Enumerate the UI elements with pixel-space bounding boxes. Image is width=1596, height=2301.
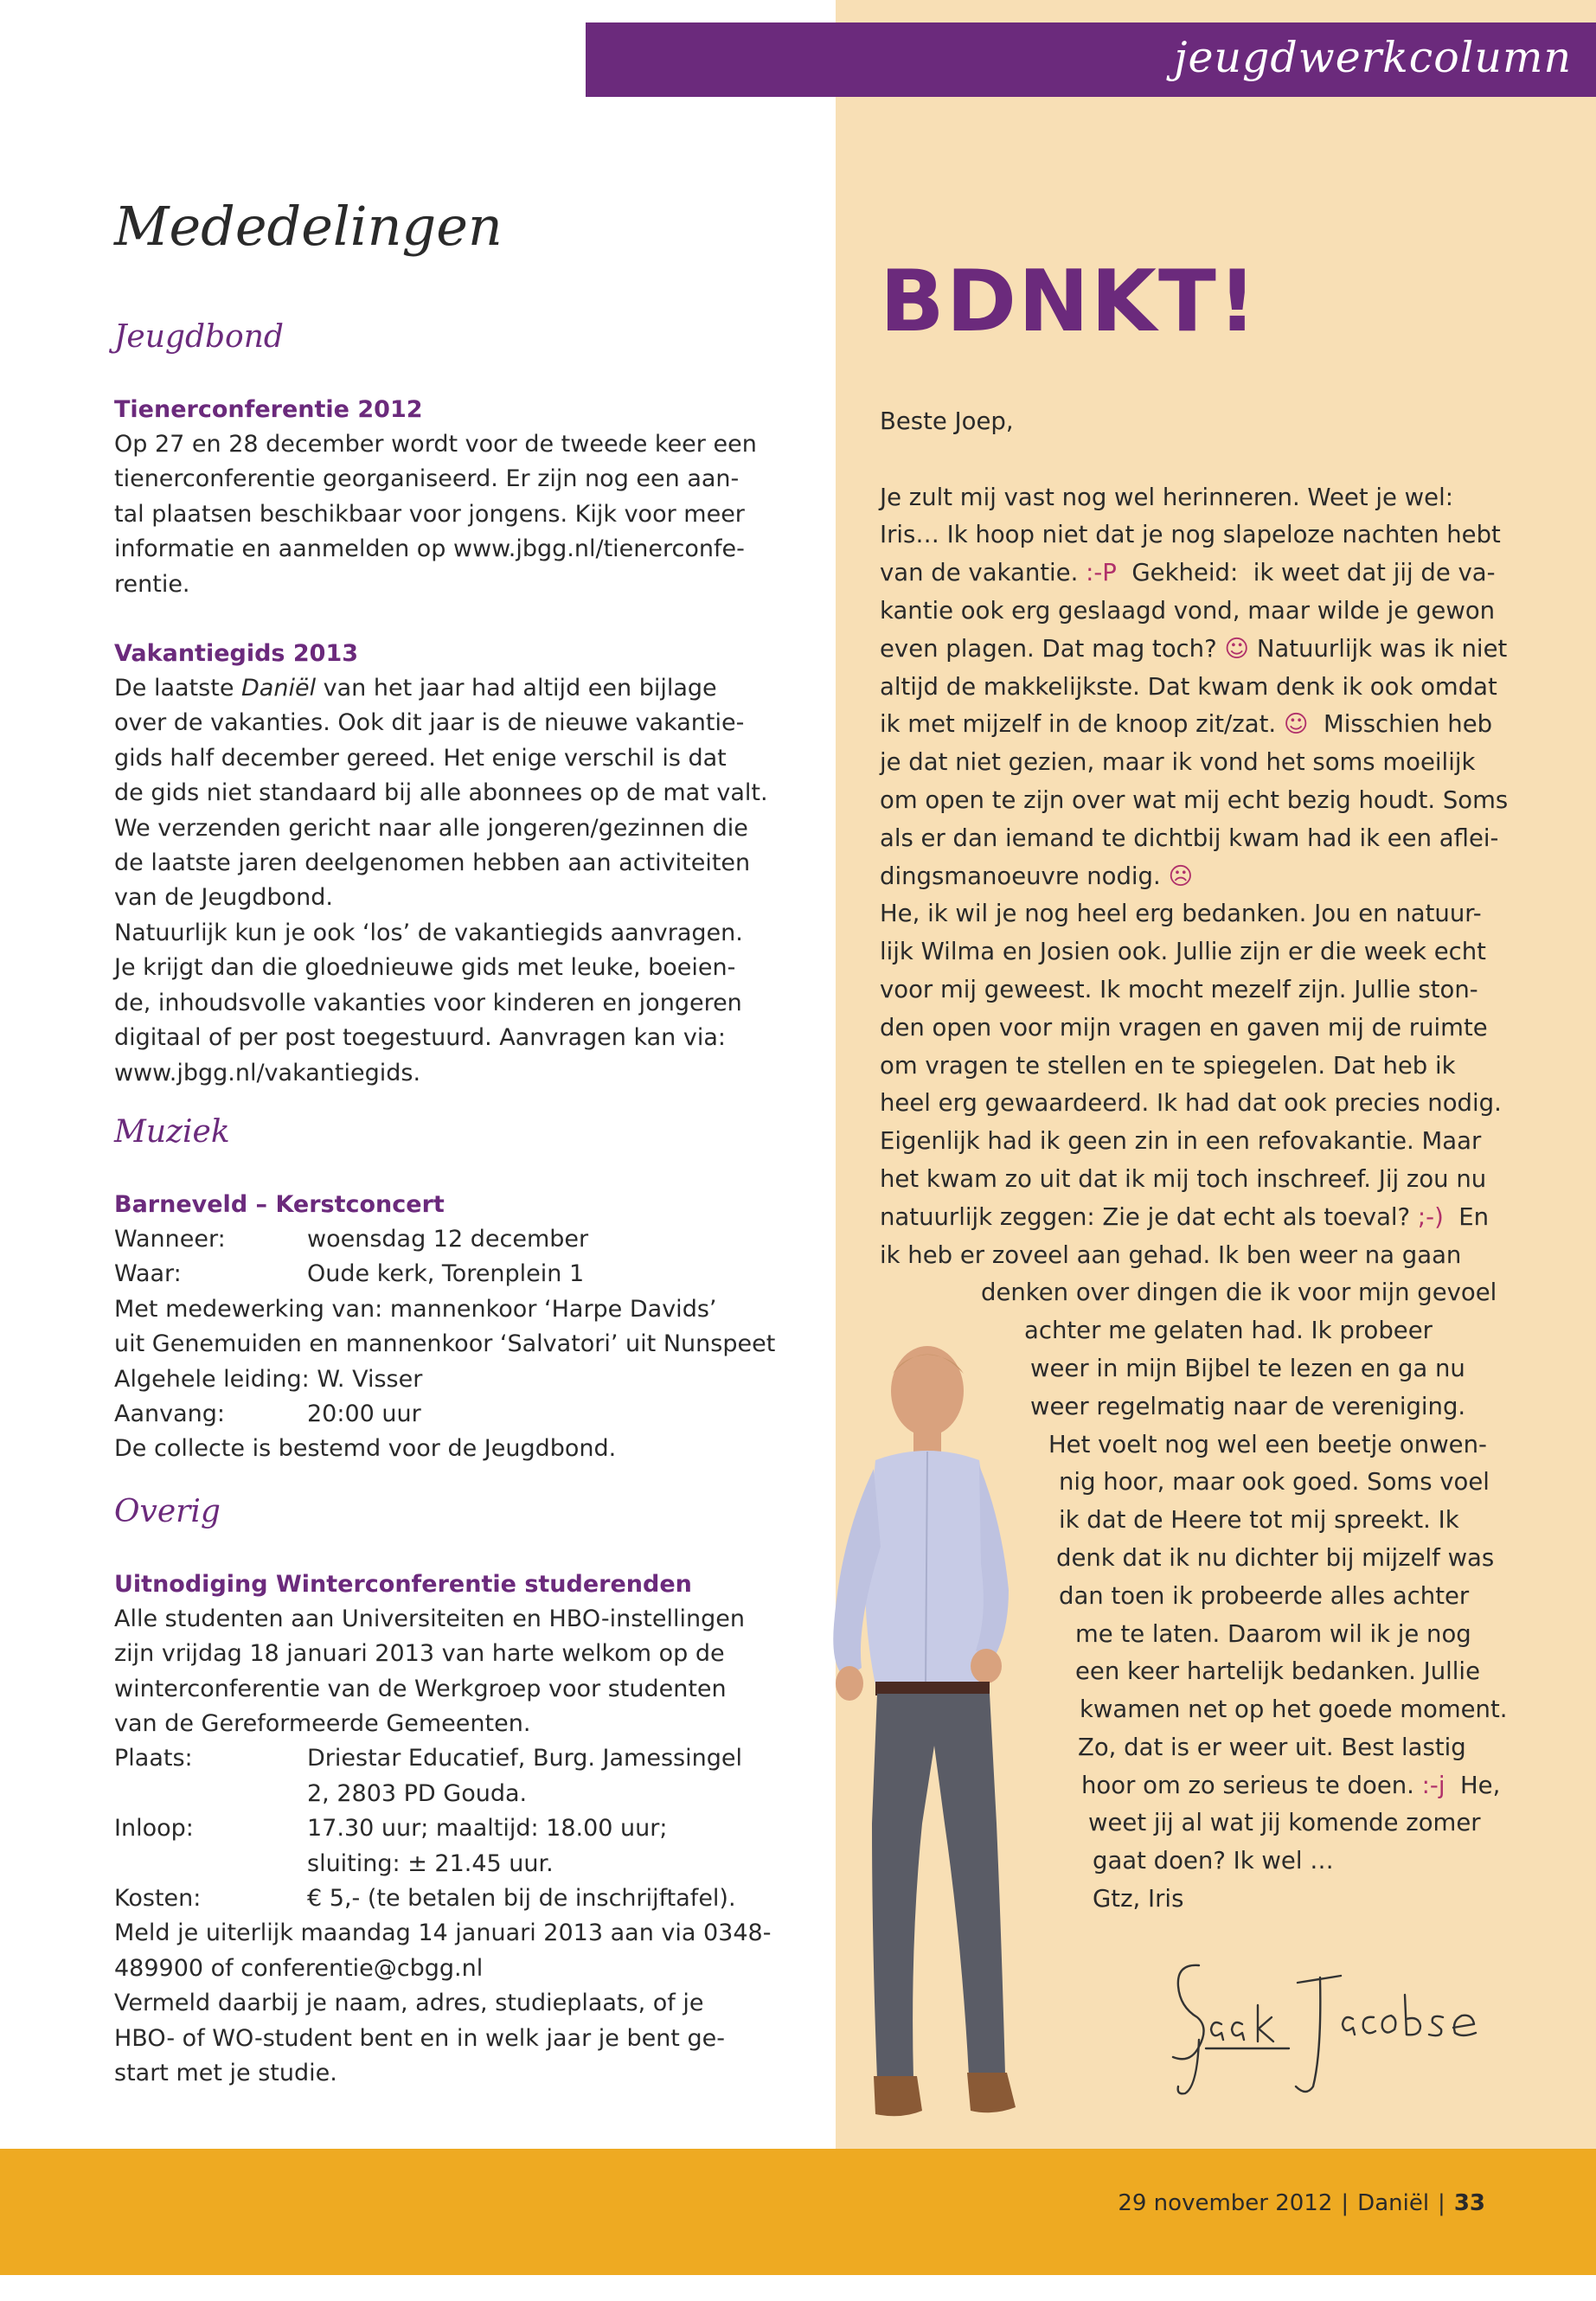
item-text: Op 27 en 28 december wordt voor de tweede keer een tienerconferentie georganiseerd. Er zijn nog een aan- tal plaatsen beschikbaar voor jongens. Kijk voor meer informatie en aanmelden op www.jbgg.nl/tienerconfe- rentie. xyxy=(114,431,757,598)
detail-value: € 5,- (te betalen bij de inschrijftafel). xyxy=(307,1885,736,1912)
emoticon: ☹ xyxy=(1168,862,1194,890)
detail-row-waar xyxy=(114,1257,780,1292)
letter-title: BDNKT! xyxy=(880,253,1259,351)
letter-text: Misschien heb xyxy=(1308,710,1493,739)
letter-text: gaat doen? Ik wel … xyxy=(1093,1847,1334,1875)
section-heading-muziek: Muziek xyxy=(114,1113,230,1150)
detail-label: Kosten: xyxy=(114,1885,202,1912)
detail-value: Oude kerk, Torenplein 1 xyxy=(307,1260,585,1288)
letter-text: dan toen ik probeerde alles achter xyxy=(1059,1581,1470,1610)
letter-line xyxy=(880,669,1554,707)
letter-text: nig hoor, maar ook goed. Soms voel xyxy=(1059,1468,1490,1497)
issue-date: 29 november 2012 xyxy=(1118,2190,1333,2216)
letter-text: van de vakantie. xyxy=(880,559,1086,587)
section-heading-jeugdbond: Jeugdbond xyxy=(114,319,284,355)
emoticon: :-j xyxy=(1421,1771,1445,1799)
emoticon: ;-) xyxy=(1417,1202,1444,1231)
item-text: De collecte is bestemd voor de Jeugdbond. xyxy=(114,1435,617,1463)
letter-text: Iris… Ik hoop niet dat je nog slapeloze nachten hebt xyxy=(880,521,1501,549)
letter-line xyxy=(880,1237,1554,1275)
letter-text: het kwam zo uit dat ik mij toch inschreef. Jij zou nu xyxy=(880,1164,1487,1193)
item-title: Tienerconferentie 2012 xyxy=(114,396,423,423)
letter-text: Je zult mij vast nog wel herinneren. Weet je wel: xyxy=(880,483,1453,511)
detail-row-wanneer xyxy=(114,1222,780,1257)
letter-line xyxy=(880,1009,1554,1048)
detail-label: Wanneer: xyxy=(114,1225,226,1253)
emoticon: :-P xyxy=(1086,559,1117,587)
detail-value: 17.30 uur; maaltijd: 18.00 uur; sluiting: ± 21.45 uur. xyxy=(307,1815,668,1877)
emoticon: ☺ xyxy=(1283,710,1309,739)
section-heading-overig: Overig xyxy=(114,1493,221,1529)
magazine-name: Daniël xyxy=(241,675,317,702)
item-title: Vakantiegids 2013 xyxy=(114,640,359,668)
letter-text: denk dat ik nu dichter bij mijzelf was xyxy=(1056,1543,1495,1572)
page-title: Mededelingen xyxy=(114,195,503,258)
text-part: van het jaar had altijd een bijlage over de vakanties. Ook dit jaar is de nieuwe vakantie- gids half december gereed. Het enige verschil is dat de gids niet standaard bij alle abonnees op de mat valt. We verzenden gericht naar alle jongeren/gezinnen die de laatste jaren deelgenomen hebben aan activiteiten van de Jeugdbond. Natuurlijk kun je ook ‘los’ de vakantiegids aanvragen. Je krijgt dan die gloednieuwe gids met leuke, boeien- de, inhoudsvolle vakanties voor kinderen en jongeren digitaal of per post toegestuurd. Aanvragen kan via: www.jbgg.nl/vakantiegids. xyxy=(114,675,768,1086)
letter-text: Gtz, Iris xyxy=(1093,1885,1184,1913)
letter-line xyxy=(880,971,1554,1009)
letter-text: achter me gelaten had. Ik probeer xyxy=(1024,1317,1433,1345)
detail-value: Driestar Educatief, Burg. Jamessingel 2, 2803 PD Gouda. xyxy=(307,1745,742,1807)
letter-text: weet jij al wat jij komende zomer xyxy=(1088,1809,1481,1837)
item-text: Met medewerking van: mannenkoor ‘Harpe Davids’ uit Genemuiden en mannenkoor ‘Salvatori’ uit Nunspeet Algehele leiding: W. Visser xyxy=(114,1295,776,1393)
letter-line xyxy=(880,820,1554,858)
letter-text: weer regelmatig naar de vereniging. xyxy=(1030,1392,1466,1420)
detail-label: Inloop: xyxy=(114,1815,194,1843)
detail-label: Waar: xyxy=(114,1260,182,1288)
detail-value: 20:00 uur xyxy=(307,1400,421,1427)
letter-line xyxy=(880,479,1554,517)
letter-text: Eigenlijk had ik geen zin in een refovakantie. Maar xyxy=(880,1127,1482,1156)
letter-text: een keer hartelijk bedanken. Jullie xyxy=(1075,1657,1480,1686)
detail-row-kosten xyxy=(114,1881,780,1916)
letter-line xyxy=(880,744,1554,782)
page-number: 33 xyxy=(1453,2190,1485,2216)
letter-text: En xyxy=(1443,1202,1490,1231)
letter-text: He, xyxy=(1445,1771,1501,1799)
item-winterconferentie xyxy=(114,1567,780,2092)
item-kerstconcert xyxy=(114,1188,780,1467)
footer-separator: | xyxy=(1438,2190,1445,2216)
item-text: Alle studenten aan Universiteiten en HBO-instellingen zijn vrijdag 18 januari 2013 van harte welkom op de winterconferentie van de Werkgroep voor studenten van de Gereformeerde Gemeenten. xyxy=(114,1605,745,1737)
letter-greeting: Beste Joep, xyxy=(880,407,1014,435)
letter-text: He, ik wil je nog heel erg bedanken. Jou en natuur- xyxy=(880,900,1482,928)
letter-line xyxy=(880,1274,1554,1312)
item-tienerconferentie xyxy=(114,393,780,602)
letter-text: je dat niet gezien, maar ik vond het soms moeilijk xyxy=(880,748,1476,777)
letter-text: natuurlijk zeggen: Zie je dat echt als toeval? xyxy=(880,1202,1418,1231)
letter-text: den open voor mijn vragen en gaven mij de ruimte xyxy=(880,1013,1488,1042)
letter-line xyxy=(880,895,1554,933)
letter-text: Natuurlijk was ik niet xyxy=(1249,634,1508,663)
letter-text: ik met mijzelf in de knoop zit/zat. xyxy=(880,710,1284,739)
letter-text: dingsmanoeuvre nodig. xyxy=(880,862,1169,890)
column-header-bar xyxy=(586,22,1596,97)
letter-text: ik dat de Heere tot mij spreekt. Ik xyxy=(1059,1506,1459,1535)
detail-row-plaats xyxy=(114,1741,780,1811)
letter-line xyxy=(880,1161,1554,1199)
letter-text: heel erg gewaardeerd. Ik had dat ook precies nodig. xyxy=(880,1089,1502,1118)
letter-text: kwamen net op het goede moment. xyxy=(1080,1695,1508,1724)
item-text xyxy=(114,671,780,1091)
letter-text: voor mij geweest. Ik mocht mezelf zijn. Jullie ston- xyxy=(880,975,1478,1003)
letter-text: weer in mijn Bijbel te lezen en ga nu xyxy=(1030,1354,1465,1382)
footer-bar xyxy=(0,2149,1596,2275)
announcements-column xyxy=(114,195,780,2125)
detail-value: woensdag 12 december xyxy=(307,1225,589,1253)
footer-text xyxy=(1118,2190,1485,2216)
footer-separator: | xyxy=(1341,2190,1349,2216)
magazine-name: Daniël xyxy=(1357,2190,1430,2216)
person-photo xyxy=(824,1339,1100,2126)
letter-text: lijk Wilma en Josien ook. Jullie zijn er die week echt xyxy=(880,938,1486,966)
letter-text: Gekheid: ik weet dat jij de va- xyxy=(1116,559,1496,587)
column-label: jeugdwerkcolumn xyxy=(1174,33,1572,82)
letter-text: als er dan iemand te dichtbij kwam had ik een aflei- xyxy=(880,824,1499,852)
detail-label: Plaats: xyxy=(114,1745,193,1772)
item-vakantiegids xyxy=(114,637,780,1091)
letter-spacer xyxy=(880,441,1554,479)
detail-row-aanvang xyxy=(114,1397,780,1432)
letter-text: even plagen. Dat mag toch? xyxy=(880,634,1225,663)
item-text: Meld je uiterlijk maandag 14 januari 2013 aan via 0348- 489900 of conferentie@cbgg.nl Vermeld daarbij je naam, adres, studieplaats, of je HBO- of WO-student bent en in welk jaar je bent ge- start met je studie. xyxy=(114,1920,772,2087)
item-title: Uitnodiging Winterconferentie studerenden xyxy=(114,1570,692,1598)
letter-text: kantie ook erg geslaagd vond, maar wilde je gewon xyxy=(880,596,1496,625)
letter-text: Zo, dat is er weer uit. Best lastig xyxy=(1078,1733,1466,1761)
letter-text: om open te zijn over wat mij echt bezig houdt. Soms xyxy=(880,785,1509,814)
letter-line xyxy=(880,858,1554,896)
text-part: De laatste xyxy=(114,675,242,702)
letter-text: me te laten. Daarom wil ik je nog xyxy=(1075,1619,1471,1648)
signature xyxy=(1168,1957,1505,2104)
letter-text: ik heb er zoveel aan gehad. Ik ben weer na gaan xyxy=(880,1240,1462,1269)
letter-line xyxy=(880,593,1554,631)
item-title: Barneveld – Kerstconcert xyxy=(114,1190,445,1218)
detail-label: Aanvang: xyxy=(114,1400,225,1427)
letter-text: altijd de makkelijkste. Dat kwam denk ik ook omdat xyxy=(880,672,1497,701)
letter-line xyxy=(880,1048,1554,1086)
letter-line xyxy=(880,782,1554,820)
letter-line xyxy=(880,1085,1554,1123)
letter-line xyxy=(880,1123,1554,1161)
letter-text: Het voelt nog wel een beetje onwen- xyxy=(1048,1430,1487,1458)
letter-text: hoor om zo serieus te doen. xyxy=(1081,1771,1422,1799)
letter-line xyxy=(880,1199,1554,1237)
detail-row-inloop xyxy=(114,1811,780,1881)
emoticon: ☺ xyxy=(1224,634,1250,663)
letter-line xyxy=(880,933,1554,971)
letter-line xyxy=(880,706,1554,744)
letter-line xyxy=(880,554,1554,593)
letter-text: denken over dingen die ik voor mijn gevoel xyxy=(981,1279,1497,1307)
letter-text: om vragen te stellen en te spiegelen. Dat heb ik xyxy=(880,1051,1456,1080)
letter-line xyxy=(880,516,1554,554)
letter-line xyxy=(880,631,1554,669)
